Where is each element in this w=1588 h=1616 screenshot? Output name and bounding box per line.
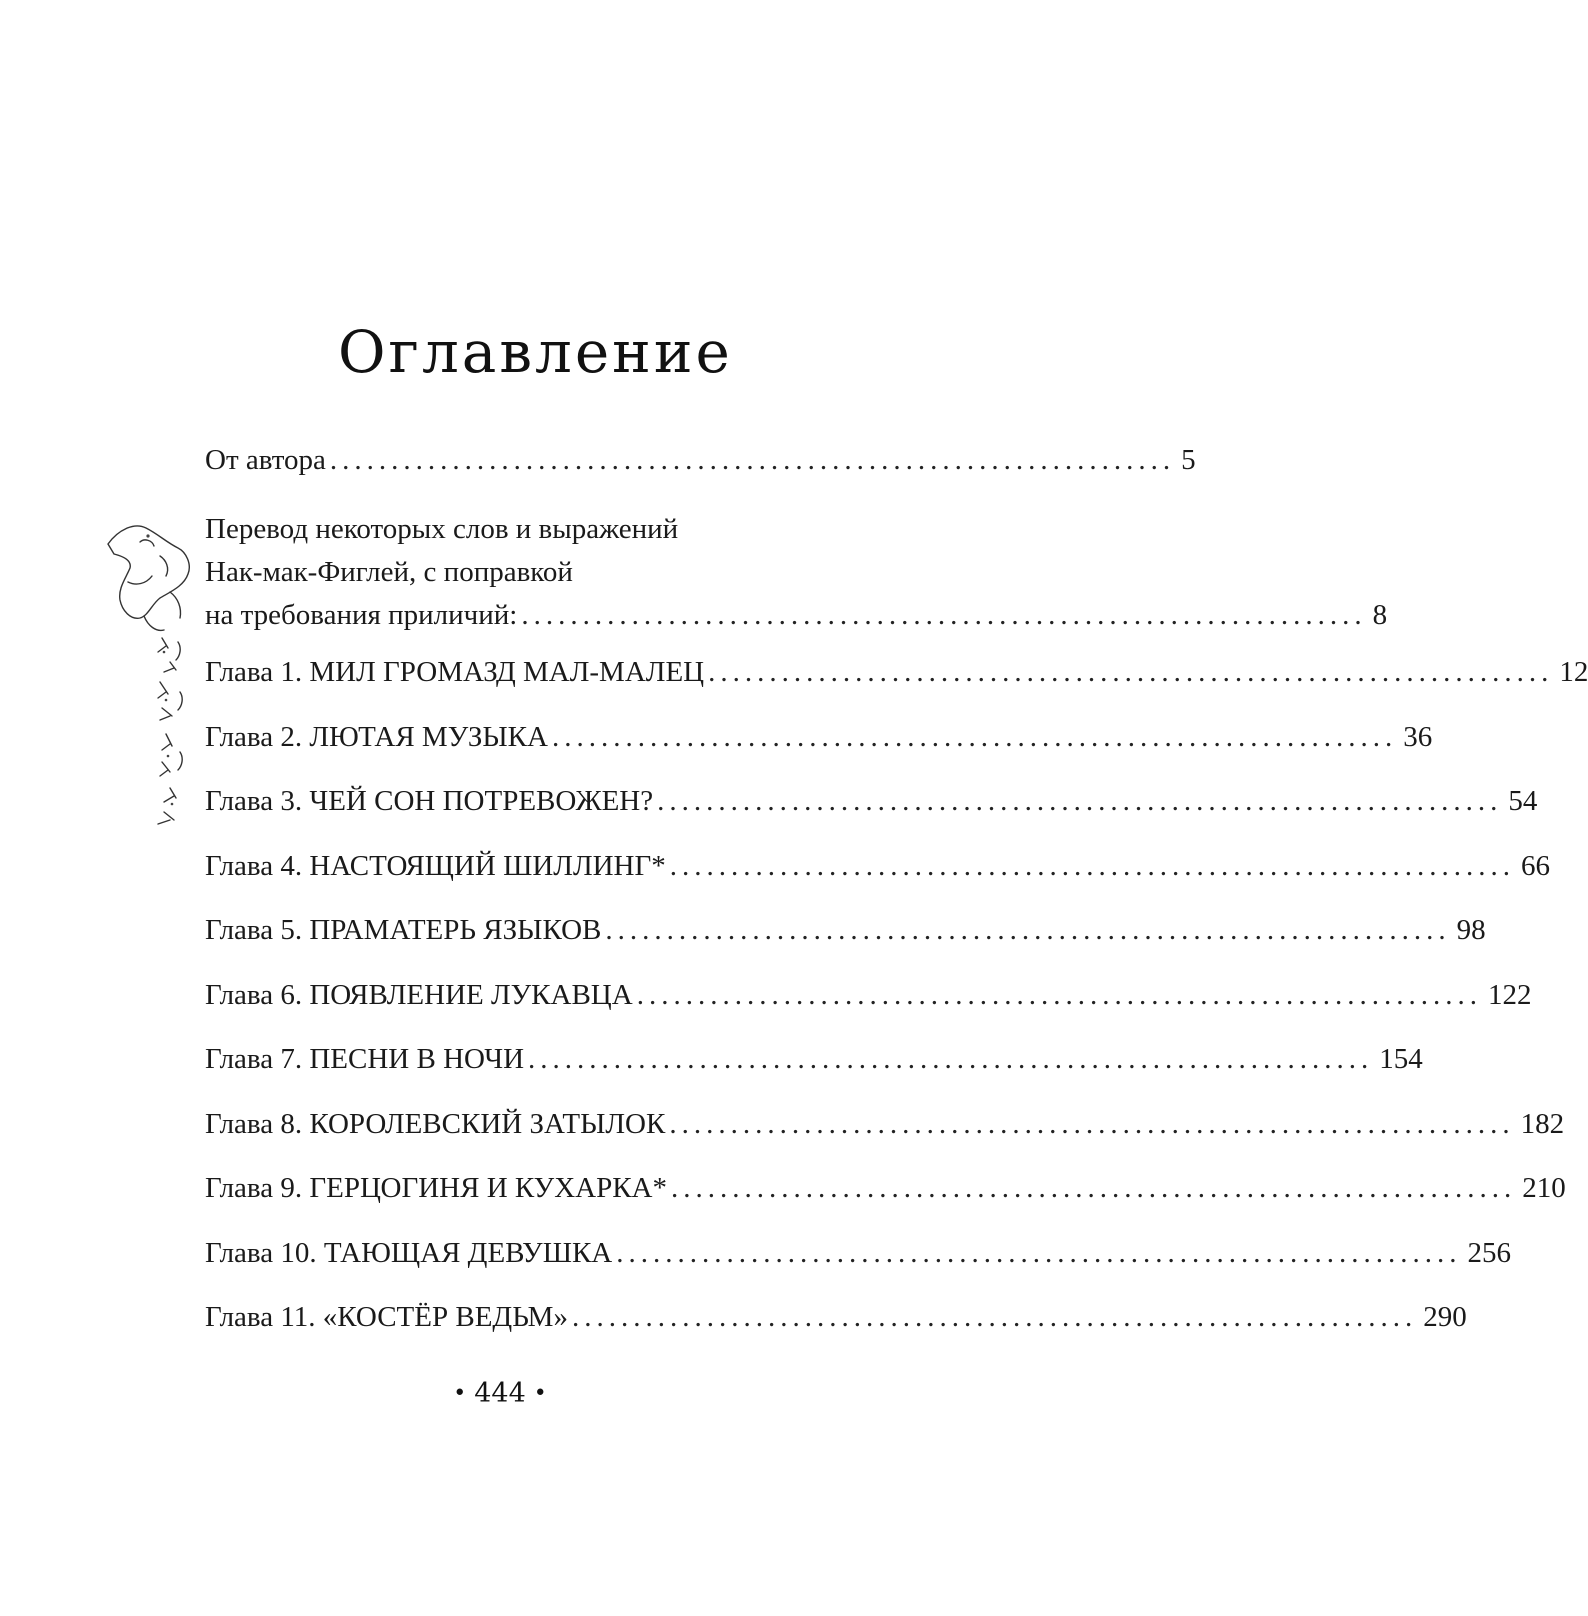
- toc-entry-page: 182: [1520, 1107, 1565, 1140]
- toc-entry-label: Глава 1. МИЛ ГРОМАЗД МАЛ-МАЛЕЦ: [205, 656, 705, 688]
- toc-entry-chapter[interactable]: [205, 1236, 1511, 1302]
- toc-entry-label: Глава 11. «КОСТЁР ВЕДЬМ»: [205, 1301, 568, 1333]
- toc-entry-label: Глава 10. ТАЮЩАЯ ДЕВУШКА: [205, 1236, 613, 1269]
- dot-leader: .....................................................................: [571, 1301, 1418, 1333]
- toc-entry-chapter[interactable]: [205, 914, 1486, 979]
- toc-entry-label: Глава 7. ПЕСНИ В НОЧИ: [205, 1043, 525, 1075]
- toc-entry-label: От автора: [205, 444, 326, 476]
- toc-entry-chapter[interactable]: [205, 1172, 1566, 1237]
- dot-leader: .....................................................................: [708, 656, 1554, 688]
- toc-entry-label-line: Нак-мак-Фиглей, с поправкой: [205, 556, 573, 588]
- dot-leader: .....................................................................: [671, 1172, 1517, 1204]
- dot-leader: .....................................................................: [616, 1236, 1462, 1269]
- toc-entry-page: 290: [1423, 1301, 1467, 1333]
- toc-entry-page: 12: [1559, 656, 1588, 688]
- toc-entry-page: 210: [1522, 1172, 1566, 1204]
- toc-entry-label: Глава 3. ЧЕЙ СОН ПОТРЕВОЖЕН?: [205, 785, 654, 817]
- toc-entry-page: 8: [1372, 599, 1388, 631]
- toc-entry-page: 66: [1521, 849, 1551, 882]
- dot-leader: .....................................................................: [521, 599, 1367, 631]
- toc-entry-chapter[interactable]: [205, 849, 1551, 915]
- toc-entry-label: Глава 6. ПОЯВЛЕНИЕ ЛУКАВЦА: [205, 978, 633, 1011]
- chapter-list: [205, 656, 1588, 1366]
- toc-entry-label: Глава 2. ЛЮТАЯ МУЗЫКА: [205, 720, 548, 753]
- toc-entry-chapter[interactable]: [205, 1107, 1565, 1173]
- dot-leader: .....................................................................: [329, 444, 1176, 476]
- folio-dot-left: •: [453, 1381, 467, 1406]
- climbing-creatures-sketch-icon: [100, 512, 200, 842]
- toc-entry-page: 54: [1508, 785, 1538, 817]
- toc-entry-label: Глава 9. ГЕРЦОГИНЯ И КУХАРКА*: [205, 1172, 668, 1204]
- toc-entry-chapter[interactable]: [205, 656, 1588, 721]
- dot-leader: .....................................................................: [551, 720, 1398, 753]
- toc-entry-chapter[interactable]: [205, 785, 1538, 850]
- dot-leader: .....................................................................: [657, 785, 1503, 817]
- dot-leader: .....................................................................: [669, 1107, 1515, 1140]
- toc-entry-page: 154: [1379, 1043, 1423, 1075]
- toc-entry-label-line: Перевод некоторых слов и выражений: [205, 513, 679, 545]
- toc-entry-intro[interactable]: [205, 444, 1196, 508]
- page-title: Оглавление: [338, 318, 733, 386]
- toc-entry-glossary-lastline: [205, 594, 1388, 637]
- toc-entry-label: Глава 8. КОРОЛЕВСКИЙ ЗАТЫЛОК: [205, 1107, 666, 1140]
- toc-entry-page: 36: [1403, 720, 1433, 753]
- toc-entry-page: 122: [1487, 978, 1532, 1011]
- toc-entry-glossary[interactable]: [205, 508, 1388, 656]
- dot-leader: .....................................................................: [605, 914, 1451, 946]
- toc-entry-label: Глава 4. НАСТОЯЩИЙ ШИЛЛИНГ*: [205, 849, 666, 882]
- page-number: [0, 1378, 1000, 1409]
- toc-entry-chapter[interactable]: [205, 1043, 1423, 1108]
- dot-leader: .....................................................................: [669, 849, 1516, 882]
- toc-entry-label: Глава 5. ПРАМАТЕРЬ ЯЗЫКОВ: [205, 914, 602, 946]
- toc-entry-page: 98: [1456, 914, 1486, 946]
- dot-leader: .....................................................................: [528, 1043, 1374, 1075]
- toc-entry-page: 5: [1181, 444, 1196, 476]
- toc-entry-chapter[interactable]: [205, 1301, 1467, 1366]
- toc-entry-chapter[interactable]: [205, 720, 1433, 786]
- page-number-value: 444: [474, 1378, 526, 1409]
- toc-entry-label-line: на требования приличий:: [205, 599, 518, 631]
- table-of-contents: [205, 444, 1588, 1366]
- folio-dot-right: •: [533, 1381, 547, 1406]
- dot-leader: .....................................................................: [636, 978, 1482, 1011]
- toc-entry-chapter[interactable]: [205, 978, 1532, 1044]
- toc-entry-page: 256: [1467, 1236, 1511, 1269]
